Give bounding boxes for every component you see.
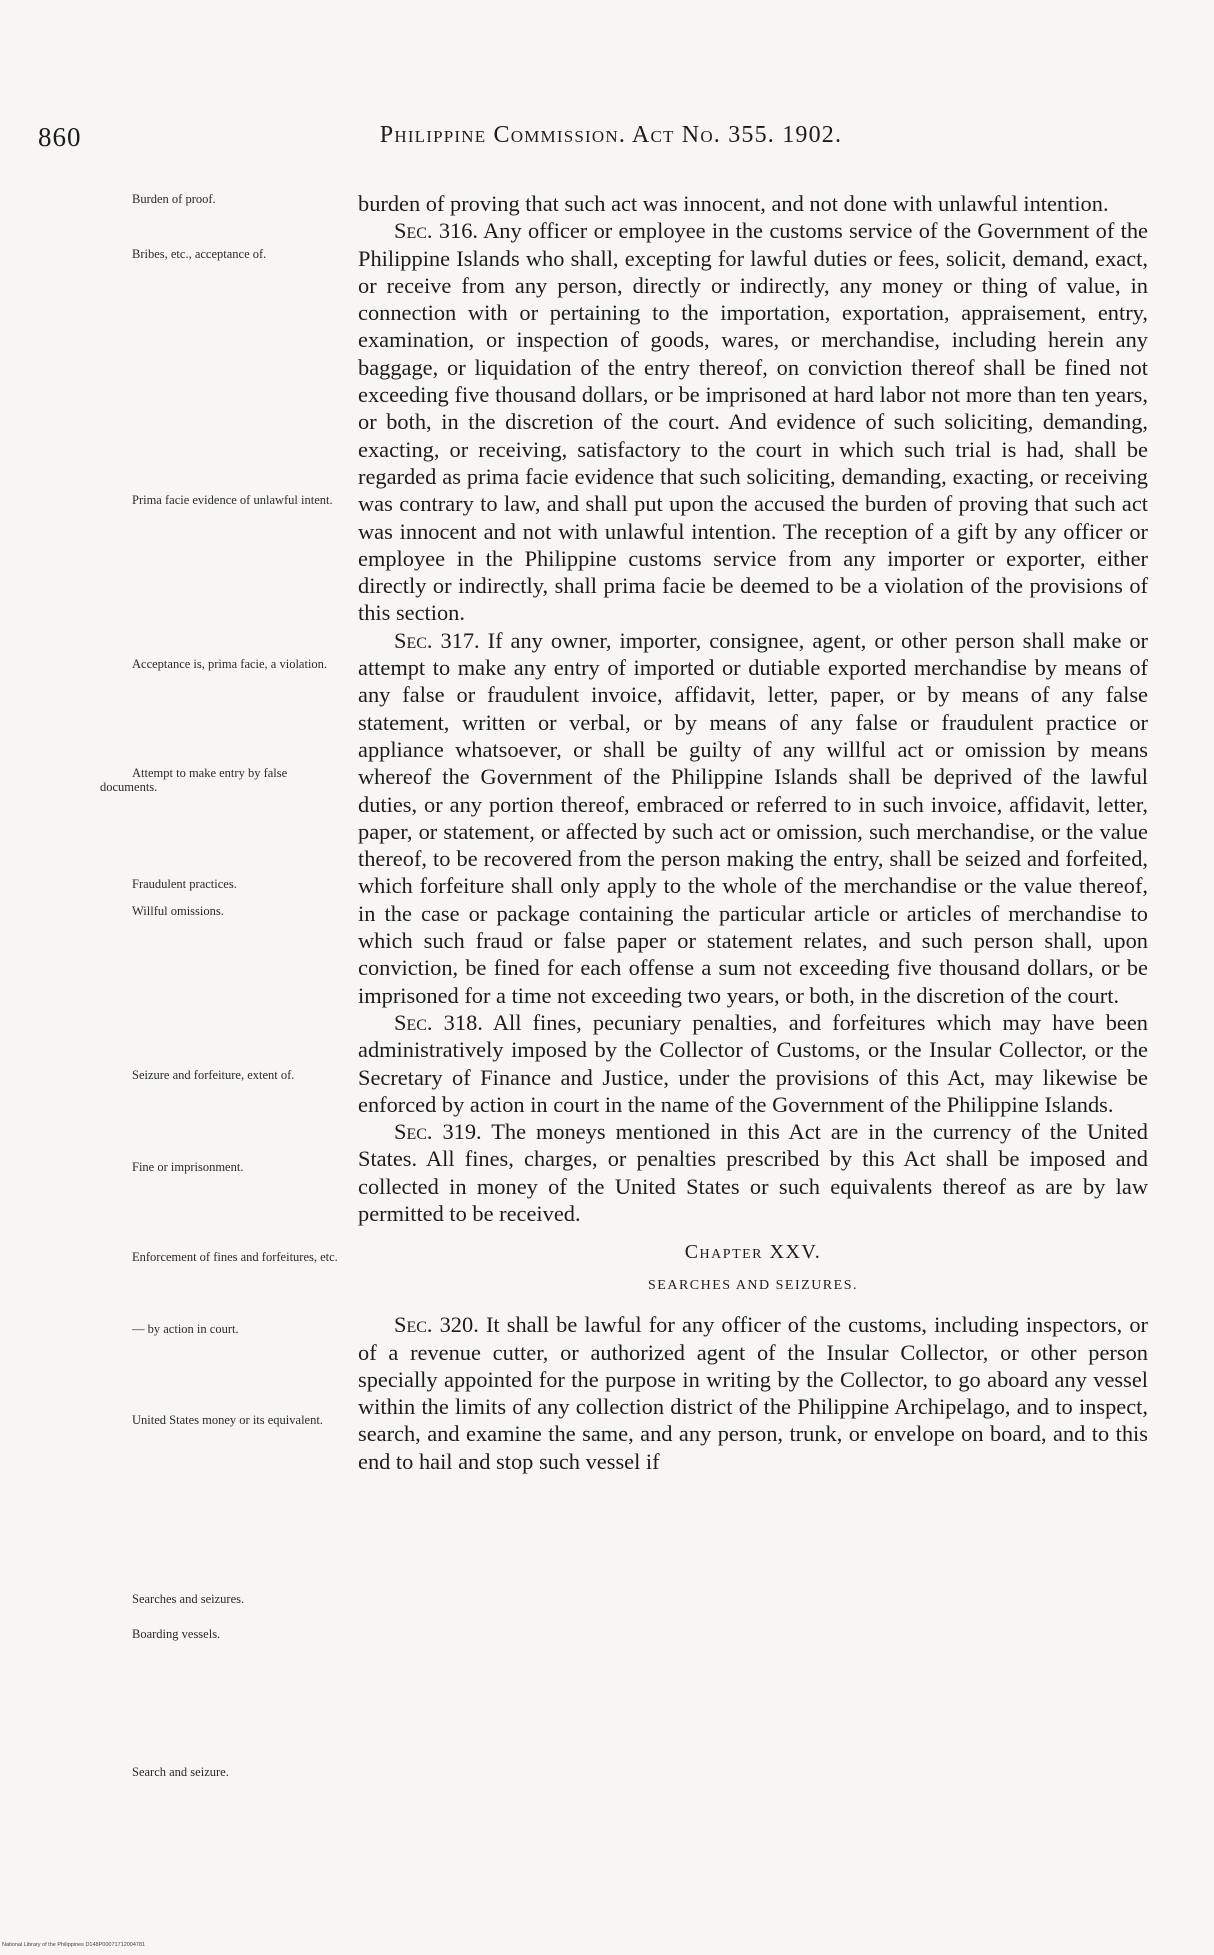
margin-note-fraudulent-practices: Fraudulent practices. <box>132 877 237 891</box>
section-text: The moneys mentioned in this Act are in the currency of the United States. All fines, charges, or penalties prescribed by this Act shall be imposed and collected in money of the United States or such equivalents thereof as are by law permitted to be received. <box>358 1119 1148 1226</box>
chapter-subtitle: SEARCHES AND SEIZURES. <box>648 1278 858 1294</box>
margin-note-enforcement: Enforcement of fines and forfeitures, etc. <box>132 1250 338 1264</box>
page-number: 860 <box>38 122 82 152</box>
section-319 <box>358 1118 1148 1227</box>
margin-note-boarding-vessels: Boarding vessels. <box>132 1627 221 1641</box>
section-label: Sec. 316. <box>394 218 479 244</box>
margin-note-us-money: United States money or its equivalent. <box>132 1413 323 1427</box>
chapter-title: Chapter XXV. <box>684 1241 822 1264</box>
section-label: Sec. 318. <box>394 1009 483 1035</box>
section-label: Sec. 319. <box>394 1119 482 1145</box>
margin-note-willful-omissions: Willful omissions. <box>132 904 224 918</box>
paragraph-continuation: burden of proving that such act was innocent, and not done with unlawful intention. <box>358 191 1109 216</box>
section-text: All fines, pecuniary penalties, and forfeitures which may have been administratively imposed by the Collector of Customs, or the Insular Collector, or the Secretary of Finance and Justice, under the provisions of this Act, may likewise be enforced by action in court in the name of the Government of the Philippine Islands. <box>358 1009 1148 1117</box>
margin-note-action-in-court: — by action in court. <box>132 1322 239 1336</box>
section-label: Sec. 317. <box>394 627 480 653</box>
section-text: Any officer or employee in the customs service of the Government of the Philippine Islands who shall, excepting for lawful duties or fees, solicit, demand, exact, or receive from any person, directly or indirectly, any money or thing of value, in connection with or pertaining to the importation, exportation, appraisement, entry, examination, or inspection of goods, wares, or merchandise, including herein any baggage, or liquidation of the entry thereof, on conviction thereof shall be fined not exceeding five thousand dollars, or be imprisoned at hard labor not more than ten years, or both, in the discretion of the court. And evidence of such soliciting, demanding, exacting, or receiving, satisfactory to the court in which such trial is had, shall be regarded as prima facie evidence that such soliciting, demanding, exacting, or receiving was contrary to law, and shall put upon the accused the burden of proving that such act was innocent and not with unlawful intention. <box>358 218 1148 544</box>
section-label: Sec. 320. <box>394 1312 479 1338</box>
section-318 <box>358 1009 1148 1118</box>
section-320 <box>358 1311 1148 1475</box>
section-316 <box>358 217 1148 626</box>
margin-note-acceptance-violation: Acceptance is, prima facie, a violation. <box>132 657 328 671</box>
margin-note-seizure-forfeiture: Seizure and forfeiture, extent of. <box>132 1068 295 1082</box>
library-watermark: National Library of the Philippines D148P00071712004781 <box>2 1942 146 1948</box>
margin-note-attempt-entry: Attempt to make entry by false documents. <box>100 766 288 794</box>
margin-note-fine-imprisonment: Fine or imprisonment. <box>132 1160 244 1174</box>
margin-note-prima-facie-evidence: Prima facie evidence of unlawful intent. <box>132 493 333 507</box>
running-head: Philippine Commission. Act No. 355. 1902. <box>379 122 843 148</box>
margin-note-bribes: Bribes, etc., acceptance of. <box>132 247 267 261</box>
section-text: The reception of a gift by any officer or employee in the Philippine customs service from any importer or exporter, either directly or indirectly, shall prima facie be deemed to be a violation of the provisions of this section. <box>358 518 1148 626</box>
section-text: If any owner, importer, consignee, agent, or other person shall make or attempt to make any entry of imported or dutiable exported merchandise by means of any false or fraudulent invoice, affidavit, letter, paper, or by means of any false statement, written or verbal, or by means of any false or fraudulent practice or appliance whatsoever, or shall be guilty of any willful act or omission by means whereof the Government of the Philippine Islands shall be deprived of the lawful duties, or any portion thereof, embraced or referred to in such invoice, affidavit, letter, paper, or statement, or affected by such act or omission, such merchandise, or the value thereof, to be recovered from the person making the entry, shall be seized and forfeited, which forfeiture shall only apply to the whole of the merchandise or the value thereof, in the case or package containing the particular article or articles of merchandise to which such fraud or false paper or statement relates, and such person shall, upon conviction, be fined for each offense a sum not exceeding five thousand dollars, or be imprisoned for a time not exceeding two years, or both, in the discretion of the court. <box>358 627 1149 1008</box>
section-317 <box>358 627 1148 1009</box>
margin-note-search-seizure: Search and seizure. <box>132 1765 229 1779</box>
section-text: It shall be lawful for any officer of the customs, including inspectors, or of a revenue cutter, or authorized agent of the Insular Collector, or other person specially appointed for the purpose in writing by the Collector, to go aboard any vessel within the limits of any collection district of the Philippine Archipelago, and to inspect, search, and examine the same, and any person, trunk, or envelope on board, and to this end to hail and stop such vessel if <box>358 1312 1148 1474</box>
margin-note-searches-seizures: Searches and seizures. <box>132 1592 245 1606</box>
page-header <box>38 122 1144 162</box>
main-text <box>358 190 1148 1475</box>
margin-note-burden-of-proof: Burden of proof. <box>132 192 216 206</box>
